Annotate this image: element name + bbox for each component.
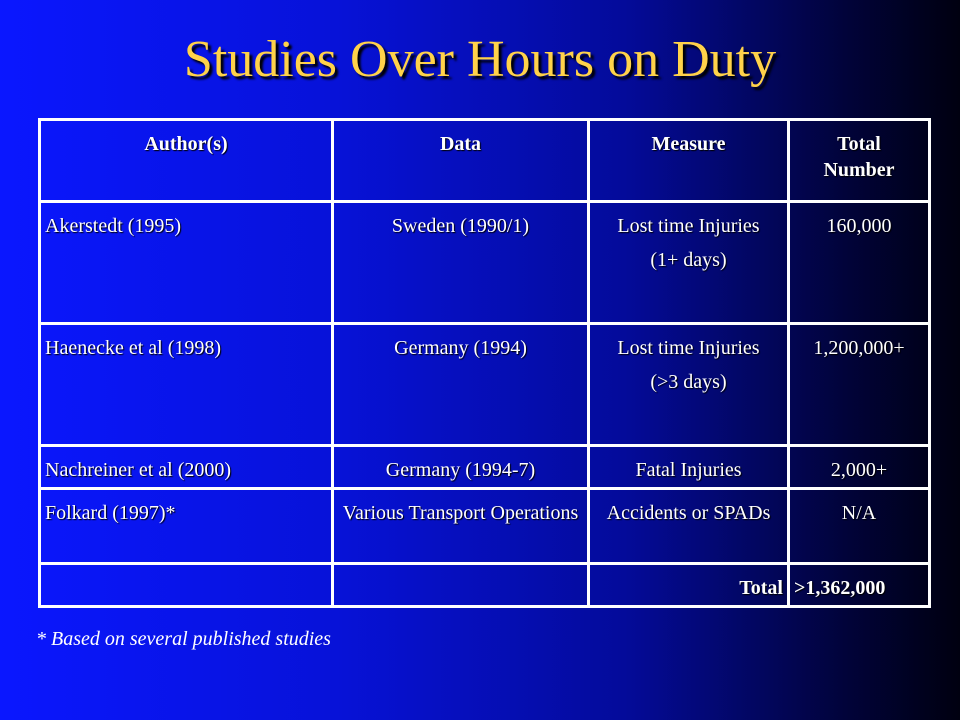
cell-total: 160,000 — [789, 202, 930, 324]
cell-author: Haenecke et al (1998) — [40, 324, 333, 446]
header-authors: Author(s) — [40, 120, 333, 202]
cell-empty — [333, 564, 589, 607]
total-value: >1,362,000 — [789, 564, 930, 607]
header-total-line-2: Number — [823, 159, 895, 181]
cell-measure: Fatal Injuries — [589, 446, 789, 489]
measure-line-1: Lost time Injuries — [617, 337, 760, 359]
cell-measure — [589, 324, 789, 446]
studies-table — [38, 118, 931, 608]
cell-author: Folkard (1997)* — [40, 489, 333, 564]
table-row — [40, 324, 930, 446]
cell-measure: Accidents or SPADs — [589, 489, 789, 564]
cell-measure — [589, 202, 789, 324]
cell-data: Germany (1994) — [333, 324, 589, 446]
total-label: Total — [589, 564, 789, 607]
cell-author: Akerstedt (1995) — [40, 202, 333, 324]
table-row — [40, 489, 930, 564]
cell-total: 1,200,000+ — [789, 324, 930, 446]
slide-title: Studies Over Hours on Duty — [183, 31, 777, 88]
measure-line-1: Lost time Injuries — [617, 215, 760, 237]
cell-total: N/A — [789, 489, 930, 564]
footnote: * Based on several published studies — [36, 628, 331, 650]
cell-data: Various Transport Operations — [333, 489, 589, 564]
table-total-row — [40, 564, 930, 607]
cell-data: Germany (1994-7) — [333, 446, 589, 489]
cell-data: Sweden (1990/1) — [333, 202, 589, 324]
cell-total: 2,000+ — [789, 446, 930, 489]
cell-empty — [40, 564, 333, 607]
header-data: Data — [333, 120, 589, 202]
table-row — [40, 446, 930, 489]
header-total-number — [789, 120, 930, 202]
table-header-row — [40, 120, 930, 202]
header-total-line-1: Total — [837, 133, 881, 155]
table-row — [40, 202, 930, 324]
header-measure: Measure — [589, 120, 789, 202]
measure-line-2: (>3 days) — [650, 371, 727, 393]
cell-author: Nachreiner et al (2000) — [40, 446, 333, 489]
measure-line-2: (1+ days) — [650, 249, 727, 271]
